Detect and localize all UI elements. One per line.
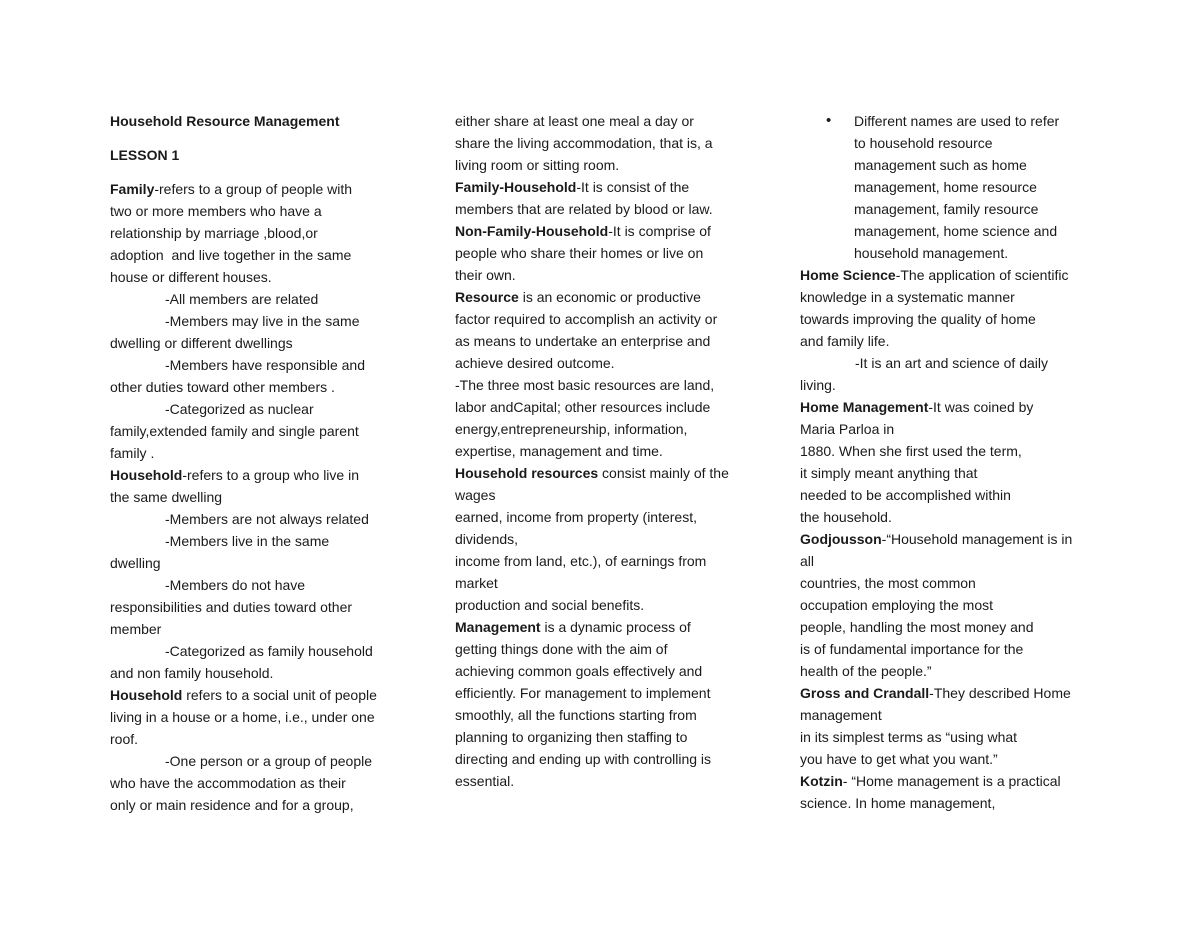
text-line: it simply meant anything that (800, 465, 978, 481)
text-line: essential. (455, 773, 515, 789)
document-title: Household Resource Management (110, 113, 340, 129)
text-line: living room or sitting room. (455, 157, 620, 173)
text-line: wages (455, 487, 496, 503)
term-home-management: Home Management (800, 399, 929, 415)
text-line: -Members live in the same (165, 533, 330, 549)
text-line: and non family household. (110, 665, 274, 681)
definition-management (455, 616, 755, 638)
bullet-continuation: household management. (854, 245, 1009, 261)
text-line: factor required to accomplish an activity or (455, 311, 718, 327)
text-line: smoothly, all the functions starting from (455, 707, 697, 723)
text-line: -Members may live in the same (165, 313, 360, 329)
term-non-family-household: Non-Family-Household (455, 223, 609, 239)
text-line: -Members are not always related (165, 511, 369, 527)
text-line: living. (800, 377, 836, 393)
text-line: house or different houses. (110, 269, 272, 285)
text-line: health of the people.” (800, 663, 932, 679)
term-family-household: Family-Household (455, 179, 577, 195)
text-line: -Members do not have (165, 577, 306, 593)
text-line: family . (110, 445, 155, 461)
definition-family (110, 178, 410, 200)
lesson-heading: LESSON 1 (110, 147, 180, 163)
text-line: share the living accommodation, that is, a (455, 135, 713, 151)
definition-text: is an economic or productive (518, 289, 701, 305)
text-line: knowledge in a systematic manner (800, 289, 1015, 305)
term-home-science: Home Science (800, 267, 896, 283)
bullet-item (800, 110, 1095, 132)
text-line: member (110, 621, 162, 637)
text-line: energy,entrepreneurship, information, (455, 421, 688, 437)
definition-text: -The application of scientific (895, 267, 1069, 283)
text-line: dividends, (455, 531, 519, 547)
text-line: science. In home management, (800, 795, 996, 811)
spacer (110, 132, 410, 144)
bullet-continuation: to household resource (854, 135, 993, 151)
bullet-continuation: management, home science and (854, 223, 1058, 239)
column-right (800, 110, 1095, 814)
definition-home-management (800, 396, 1095, 418)
text-line: -Categorized as nuclear (165, 401, 314, 417)
text-line: roof. (110, 731, 139, 747)
term-godjousson: Godjousson (800, 531, 882, 547)
definition-text: -It was coined by (928, 399, 1034, 415)
text-line: and family life. (800, 333, 890, 349)
text-line: as means to undertake an enterprise and (455, 333, 711, 349)
term-household: Household (110, 687, 183, 703)
text-line: adoption and live together in the same (110, 247, 352, 263)
text-line: income from land, etc.), of earnings from (455, 553, 707, 569)
text-line: people, handling the most money and (800, 619, 1034, 635)
definition-gross-crandall (800, 682, 1095, 704)
text-line: two or more members who have a (110, 203, 322, 219)
text-line: -It is an art and science of daily (855, 355, 1048, 371)
definition-text: -They described Home (929, 685, 1071, 701)
text-line: towards improving the quality of home (800, 311, 1036, 327)
text-line: management (800, 707, 882, 723)
text-line: other duties toward other members . (110, 379, 335, 395)
text-line: people who share their homes or live on (455, 245, 704, 261)
column-middle (455, 110, 755, 792)
definition-household (110, 464, 410, 486)
definition-text: -refers to a group who live in (182, 467, 359, 483)
definition-household-unit (110, 684, 410, 706)
text-line: occupation employing the most (800, 597, 993, 613)
text-line: getting things done with the aim of (455, 641, 668, 657)
text-line: -Categorized as family household (165, 643, 373, 659)
definition-text: refers to a social unit of people (182, 687, 377, 703)
text-line: needed to be accomplished within (800, 487, 1011, 503)
definition-text: - “Home management is a practical (842, 773, 1061, 789)
text-line: relationship by marriage ,blood,or (110, 225, 318, 241)
text-line: earned, income from property (interest, (455, 509, 697, 525)
term-gross-crandall: Gross and Crandall (800, 685, 930, 701)
text-line: the same dwelling (110, 489, 223, 505)
text-line: members that are related by blood or law. (455, 201, 713, 217)
definition-text: -refers to a group of people with (154, 181, 353, 197)
term-household: Household (110, 467, 183, 483)
text-line: is of fundamental importance for the (800, 641, 1024, 657)
text-line: -All members are related (165, 291, 319, 307)
definition-godjousson (800, 528, 1095, 550)
text-line: countries, the most common (800, 575, 976, 591)
text-line: 1880. When she first used the term, (800, 443, 1022, 459)
definition-household-resources (455, 462, 755, 484)
text-line: family,extended family and single parent (110, 423, 359, 439)
definition-resource (455, 286, 755, 308)
text-line: who have the accommodation as their (110, 775, 346, 791)
definition-text: -It is comprise of (608, 223, 711, 239)
definition-kotzin (800, 770, 1095, 792)
bullet-continuation: management, home resource (854, 179, 1037, 195)
text-line: either share at least one meal a day or (455, 113, 694, 129)
text-line: dwelling (110, 555, 161, 571)
text-line: achieving common goals effectively and (455, 663, 703, 679)
text-line: directing and ending up with controlling is (455, 751, 712, 767)
definition-family-household (455, 176, 755, 198)
text-line: planning to organizing then staffing to (455, 729, 688, 745)
definition-text: -It is consist of the (576, 179, 690, 195)
term-family: Family (110, 181, 155, 197)
term-management: Management (455, 619, 541, 635)
text-line: all (800, 553, 815, 569)
bullet-continuation: management such as home (854, 157, 1027, 173)
spacer (110, 166, 410, 178)
text-line: in its simplest terms as “using what (800, 729, 1018, 745)
text-line: labor andCapital; other resources include (455, 399, 711, 415)
term-resource: Resource (455, 289, 519, 305)
text-line: -Members have responsible and (165, 357, 365, 373)
text-line: expertise, management and time. (455, 443, 663, 459)
text-line: -One person or a group of people (165, 753, 373, 769)
text-line: -The three most basic resources are land, (455, 377, 715, 393)
definition-non-family-household (455, 220, 755, 242)
text-line: dwelling or different dwellings (110, 335, 293, 351)
column-left (110, 110, 410, 816)
text-line: Maria Parloa in (800, 421, 895, 437)
definition-text: -“Household management is in (881, 531, 1073, 547)
text-line: efficiently. For management to implement (455, 685, 711, 701)
text-line: the household. (800, 509, 892, 525)
text-line: living in a house or a home, i.e., under one (110, 709, 375, 725)
definition-home-science (800, 264, 1095, 286)
text-line: achieve desired outcome. (455, 355, 615, 371)
text-line: you have to get what you want.” (800, 751, 998, 767)
text-line: market (455, 575, 498, 591)
text-line: only or main residence and for a group, (110, 797, 354, 813)
term-kotzin: Kotzin (800, 773, 843, 789)
definition-text: consist mainly of the (598, 465, 729, 481)
text-line: responsibilities and duties toward other (110, 599, 353, 615)
text-line: production and social benefits. (455, 597, 645, 613)
bullet-icon: • (826, 112, 832, 129)
bullet-continuation: management, family resource (854, 201, 1039, 217)
definition-text: is a dynamic process of (540, 619, 691, 635)
text-line: their own. (455, 267, 516, 283)
bullet-text: Different names are used to refer (854, 113, 1060, 129)
term-household-resources: Household resources (455, 465, 599, 481)
